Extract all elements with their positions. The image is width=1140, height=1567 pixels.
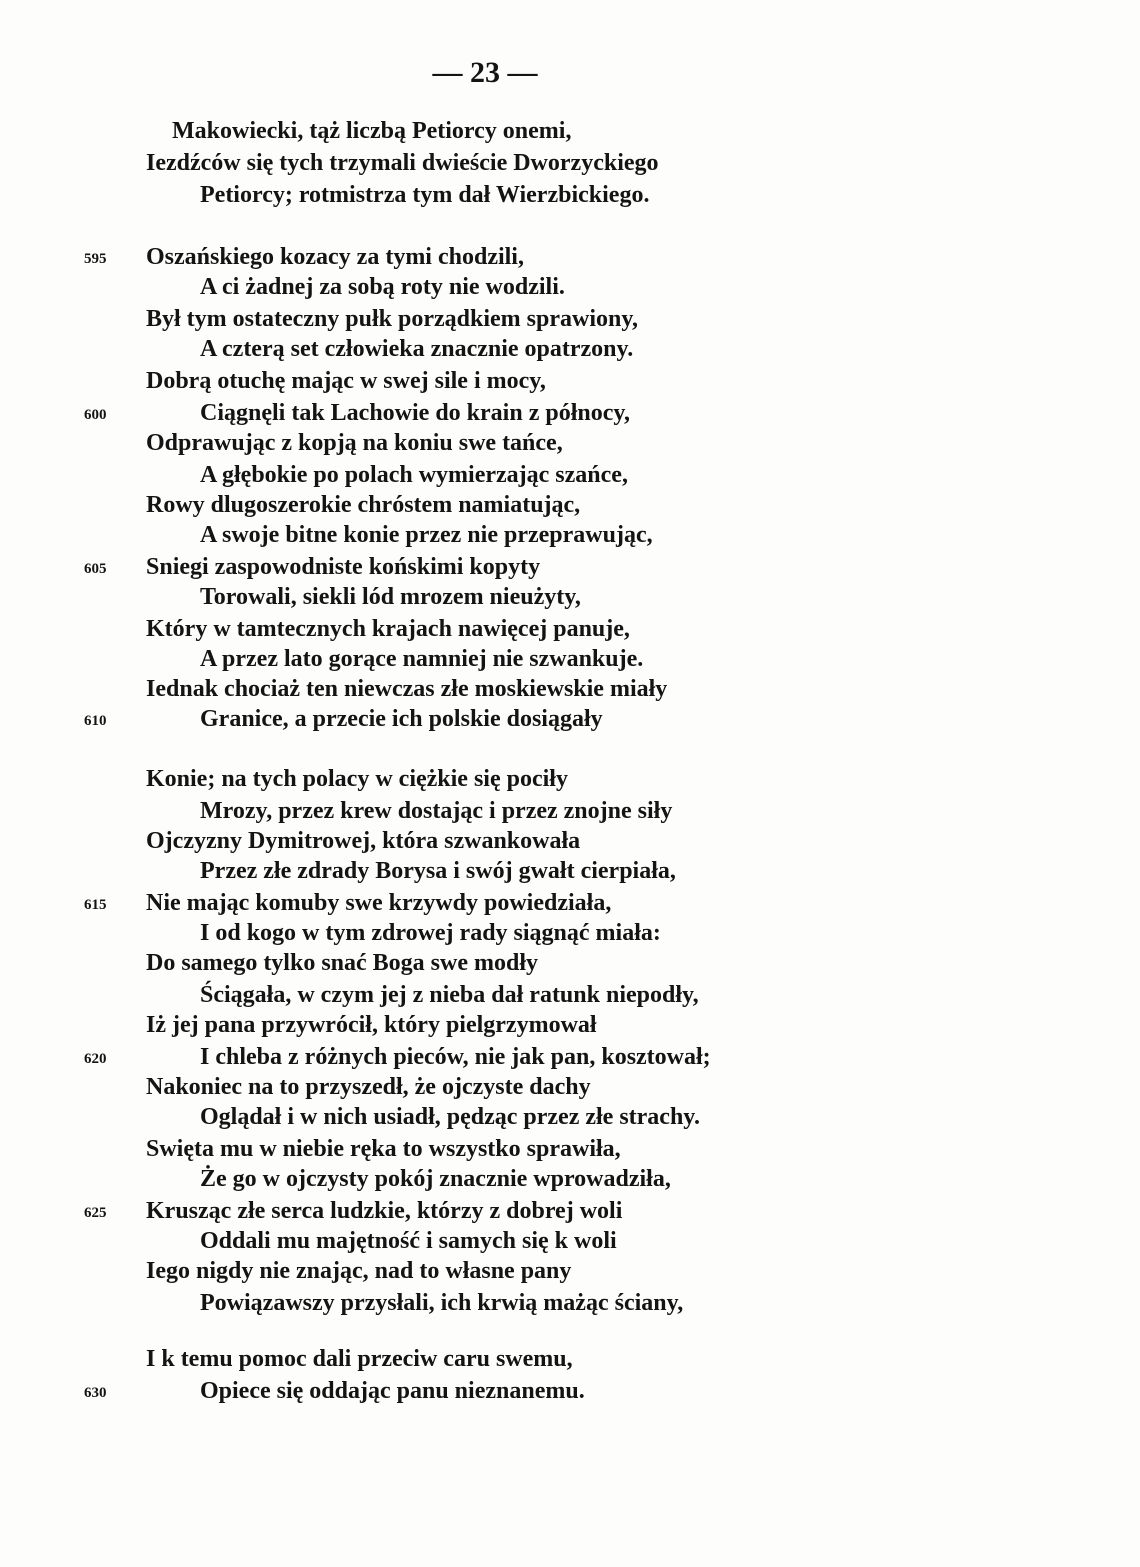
verse-line (0, 334, 1100, 364)
line-number: 630 (84, 1385, 107, 1401)
verse-line (0, 1164, 1100, 1194)
verse-text: Który w tamtecznych krajach nawięcej panuje, (146, 616, 630, 642)
verse-line (0, 1226, 1100, 1256)
verse-text: A swoje bitne konie przez nie przeprawując, (200, 522, 653, 548)
verse-text: Rowy dlugoszerokie chróstem namiatując, (146, 492, 581, 518)
line-number: 600 (84, 407, 107, 423)
verse-line (0, 1102, 1100, 1132)
verse-text: Opiece się oddając panu nieznanemu. (200, 1378, 585, 1404)
verse-text: I chleba z różnych pieców, nie jak pan, kosztował; (200, 1044, 711, 1070)
verse-line (0, 614, 1100, 644)
line-number: 595 (84, 251, 107, 267)
verse-line (0, 460, 1100, 490)
verse-text: Powiązawszy przysłali, ich krwią mażąc ściany, (200, 1290, 684, 1316)
verse-text: Konie; na tych polacy w ciężkie się pociły (146, 766, 568, 792)
verse-line (0, 948, 1100, 978)
verse-text: Iednak chociaż ten niewczas złe moskiewskie miały (146, 676, 668, 702)
verse-line (0, 1196, 1100, 1226)
verse-line (0, 1376, 1100, 1406)
verse-line (0, 552, 1100, 582)
line-number: 620 (84, 1051, 107, 1067)
verse-line (0, 520, 1100, 550)
verse-text: A ci żadnej za sobą roty nie wodzili. (200, 274, 565, 300)
verse-line (0, 764, 1100, 794)
verse-line (0, 1072, 1100, 1102)
verse-text: Ciągnęli tak Lachowie do krain z północy, (200, 400, 631, 426)
verse-line (0, 704, 1100, 734)
verse-line (0, 180, 1100, 210)
line-number: 610 (84, 713, 107, 729)
verse-line (0, 428, 1100, 458)
verse-text: A czterą set człowieka znacznie opatrzony. (200, 336, 634, 362)
verse-text: Ojczyzny Dymitrowej, która szwankowała (146, 828, 581, 854)
verse-line (0, 1288, 1100, 1318)
verse-line (0, 366, 1100, 396)
verse-line (0, 272, 1100, 302)
verse-text: A głębokie po polach wymierzając szańce, (200, 462, 628, 488)
verse-line (0, 1344, 1100, 1374)
verse-line (0, 1256, 1100, 1286)
line-number: 605 (84, 561, 107, 577)
verse-line (0, 490, 1100, 520)
verse-text: Ściągała, w czym jej z nieba dał ratunk niepodły, (200, 982, 699, 1008)
verse-line (0, 116, 1100, 146)
verse-text: Torowali, siekli lód mrozem nieużyty, (200, 584, 581, 610)
verse-line (0, 304, 1100, 334)
verse-text: Petiorcy; rotmistrza tym dał Wierzbickiego. (200, 182, 650, 208)
verse-line (0, 582, 1100, 612)
verse-line (0, 1042, 1100, 1072)
verse-text: Do samego tylko snać Boga swe modły (146, 950, 539, 976)
verse-text: Iego nigdy nie znając, nad to własne pany (146, 1258, 572, 1284)
verse-text: A przez lato gorące namniej nie szwankuje. (200, 646, 644, 672)
verse-line (0, 826, 1100, 856)
verse-line (0, 796, 1100, 826)
verse-text: Przez złe zdrady Borysa i swój gwałt cierpiała, (200, 858, 676, 884)
page-number: — 23 — (432, 56, 538, 89)
verse-text: Nie mając komuby swe krzywdy powiedziała, (146, 890, 612, 916)
verse-line (0, 644, 1100, 674)
verse-text: I od kogo w tym zdrowej rady siągnąć miała: (200, 920, 661, 946)
verse-text: Oddali mu majętność i samych się k woli (200, 1228, 617, 1254)
verse-text: Dobrą otuchę mając w swej sile i mocy, (146, 368, 546, 394)
line-number: 625 (84, 1205, 107, 1221)
verse-line (0, 148, 1100, 178)
verse-text: Granice, a przecie ich polskie dosiągały (200, 706, 603, 732)
verse-text: Krusząc złe serca ludzkie, którzy z dobrej woli (146, 1198, 623, 1224)
verse-line (0, 1010, 1100, 1040)
verse-text: Mrozy, przez krew dostając i przez znojne siły (200, 798, 673, 824)
verse-line (0, 398, 1100, 428)
verse-text: Swięta mu w niebie ręka to wszystko sprawiła, (146, 1136, 621, 1162)
verse-line (0, 980, 1100, 1010)
verse-text: Był tym ostateczny pułk porządkiem sprawiony, (146, 306, 639, 332)
verse-line (0, 1134, 1100, 1164)
verse-text: Odprawując z kopją na koniu swe tańce, (146, 430, 563, 456)
verse-text: Nakoniec na to przyszedł, że ojczyste dachy (146, 1074, 591, 1100)
verse-text: Iezdźców się tych trzymali dwieście Dworzyckiego (146, 150, 659, 176)
verse-line (0, 674, 1100, 704)
verse-line (0, 242, 1100, 272)
verse-text: Iż jej pana przywrócił, który pielgrzymował (146, 1012, 597, 1038)
verse-text: Makowiecki, tąż liczbą Petiorcy onemi, (172, 118, 572, 144)
verse-text: Oszańskiego kozacy za tymi chodzili, (146, 244, 524, 270)
verse-line (0, 918, 1100, 948)
verse-text: Sniegi zaspowodniste końskimi kopyty (146, 554, 541, 580)
verse-line (0, 888, 1100, 918)
verse-text: I k temu pomoc dali przeciw caru swemu, (146, 1346, 573, 1372)
verse-text: Oglądał i w nich usiadł, pędząc przez złe strachy. (200, 1104, 700, 1130)
verse-line (0, 856, 1100, 886)
line-number: 615 (84, 897, 107, 913)
verse-text: Że go w ojczysty pokój znacznie wprowadziła, (200, 1166, 671, 1192)
